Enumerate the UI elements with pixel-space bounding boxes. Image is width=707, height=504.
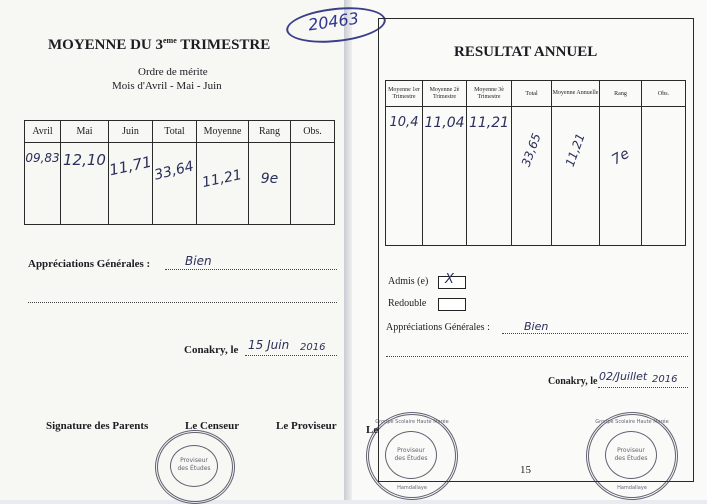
appreciation-label: Appréciations Générales : [28, 258, 151, 270]
place-label: Conakry, le [184, 344, 239, 356]
appreciation-line [165, 269, 337, 270]
date-line [245, 355, 337, 356]
date-value: 02/Juillet [599, 370, 648, 383]
annual-result-title: RESULTAT ANNUEL [454, 44, 598, 60]
document-number: 20463 [306, 8, 360, 35]
header-avril: Avril [25, 121, 61, 143]
header-mai: Mai [61, 121, 109, 143]
signature-label: Le [366, 424, 379, 436]
header-total: Total [512, 81, 552, 107]
header-annual-avg: Moyenne Annuelle [552, 81, 600, 107]
appreciation-value: Bien [185, 254, 212, 268]
school-stamp-left [155, 430, 235, 504]
header-trim3: Moyenne 3è Trimestre [467, 81, 512, 107]
third-term-table [24, 120, 335, 225]
appreciation-line-2 [28, 302, 337, 303]
value-juin: 11,71 [107, 152, 154, 180]
appreciation-line-2 [386, 356, 688, 357]
stamp-place: Hamdallaye [617, 485, 647, 491]
school-stamp-center [366, 412, 458, 500]
header-obs: Obs. [642, 81, 686, 107]
signature-proviseur: Le Proviseur [276, 420, 337, 432]
left-page [0, 0, 352, 500]
value-annual-avg: 11,21 [563, 131, 588, 169]
page-number: 15 [520, 464, 531, 476]
school-stamp-right [586, 412, 678, 500]
months-label: Mois d'Avril - Mai - Juin [112, 80, 222, 92]
date-value: 15 Juin [248, 338, 290, 352]
value-total: 33,64 [153, 158, 196, 184]
appreciation-line [502, 333, 688, 334]
value-trim2: 11,04 [424, 115, 465, 131]
stamp-role: Proviseur [617, 447, 645, 454]
header-total: Total [153, 121, 197, 143]
stamp-place: Hamdallaye [397, 485, 427, 491]
appreciation-label: Appréciations Générales : [386, 322, 490, 333]
stamp-left-sub: des Études [177, 465, 211, 472]
stamp-role: Proviseur [397, 447, 425, 454]
header-rang: Rang [249, 121, 291, 143]
header-rang: Rang [600, 81, 642, 107]
value-avril: 09,83 [25, 151, 60, 165]
value-rang: 9e [260, 171, 279, 187]
place-label: Conakry, le [548, 376, 598, 387]
value-moyenne: 11,21 [201, 167, 244, 191]
stamp-ring-text: Groupe Scolaire Haute Marée [595, 419, 669, 425]
admis-check-mark: X [445, 272, 454, 287]
merit-order-label: Ordre de mérite [138, 66, 208, 78]
admis-label: Admis (e) [388, 276, 429, 287]
header-moyenne: Moyenne [197, 121, 249, 143]
stamp-sub: des Études [614, 455, 648, 462]
year-value: 2016 [300, 342, 326, 353]
year-value: 2016 [652, 374, 678, 385]
header-trim2: Moyenne 2è Trimestre [423, 81, 467, 107]
date-line [598, 387, 688, 388]
value-trim1: 10,4 [389, 115, 419, 130]
stamp-left-role: Proviseur [180, 457, 208, 464]
value-total: 33,65 [519, 131, 544, 169]
redouble-label: Redouble [388, 298, 427, 309]
signature-parents: Signature des Parents [46, 420, 149, 432]
value-rang: 7e [608, 145, 633, 169]
redouble-checkbox[interactable] [438, 298, 466, 311]
header-obs: Obs. [291, 121, 335, 143]
value-trim3: 11,21 [468, 115, 510, 131]
annual-result-table [385, 80, 686, 246]
value-mai: 12,10 [63, 151, 106, 169]
stamp-ring-text: Groupe Scolaire Haute Marée [375, 419, 449, 425]
header-trim1: Moyenne 1er Trimestre [386, 81, 423, 107]
stamp-sub: des Études [394, 455, 428, 462]
header-juin: Juin [109, 121, 153, 143]
signature-censeur: Le Censeur [185, 420, 240, 432]
left-title: MOYENNE DU 3eme TRIMESTRE [48, 36, 271, 53]
appreciation-value: Bien [524, 320, 549, 333]
